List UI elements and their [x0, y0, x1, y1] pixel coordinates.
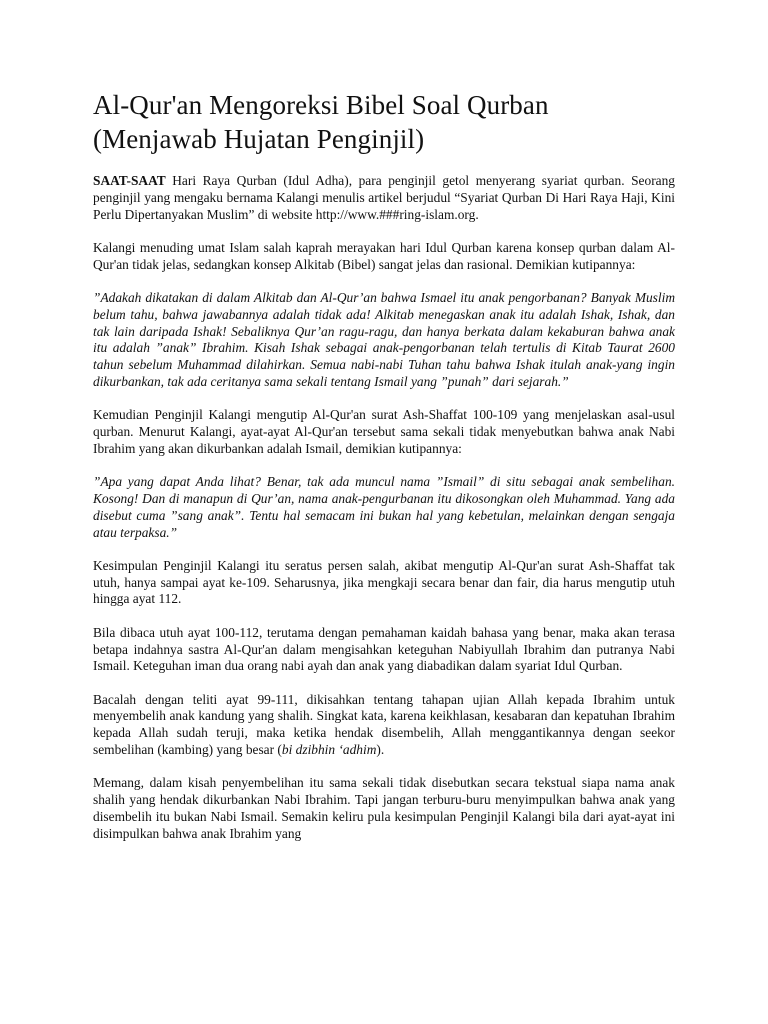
paragraph-lead: SAAT-SAAT [93, 173, 166, 188]
paragraph-5: Bila dibaca utuh ayat 100-112, terutama dengan pemahaman kaidah bahasa yang benar, maka akan terasa betapa indahnya sastra Al-Qur'an dalam mengisahkan keteguhan Nabiyullah Ibrahim dan putranya Nabi Ismail. Keteguhan iman dua orang nabi ayah dan anak yang diabadikan dalam syariat Idul Qurban. [93, 624, 675, 674]
quote-2: ”Apa yang dapat Anda lihat? Benar, tak ada muncul nama ”Ismail” di situ sebagai anak sembelihan. Kosong! Dan di manapun di Qur’an, nama anak-pengurbanan itu dikosongkan oleh Muhammad. Yang ada disebut cuma ”sang anak”. Tentu hal semacam ini bukan hal yang kebetulan, melainkan dengan sengaja atau terpaksa.” [93, 474, 675, 540]
paragraph-1-text: Hari Raya Qurban (Idul Adha), para penginjil getol menyerang syariat qurban. Seorang penginjil yang mengaku bernama Kalangi menulis artikel berjudul “Syariat Qurban Di Hari Raya Haji, Kini Perlu Dipertanyakan Muslim” di website http://www.###ring-islam.org. [93, 173, 675, 222]
document-page [93, 88, 675, 859]
title-line-1: Al-Qur'an Mengoreksi Bibel Soal Qurban [93, 90, 549, 120]
paragraph-3: Kemudian Penginjil Kalangi mengutip Al-Qur'an surat Ash-Shaffat 100-109 yang menjelaskan asal-usul qurban. Menurut Kalangi, ayat-ayat Al-Qur'an tersebut sama sekali tidak menyebutkan bahwa anak Nabi Ibrahim yang akan dikurbankan adalah Ismail, demikian kutipannya: [93, 407, 675, 456]
paragraph-2: Kalangi menuding umat Islam salah kaprah merayakan hari Idul Qurban karena konsep qurban dalam Al-Qur'an tidak jelas, sedangkan konsep Alkitab (Bibel) sangat jelas dan rasional. Demikian kutipannya: [93, 239, 675, 272]
paragraph-1 [93, 173, 675, 223]
article-title [93, 88, 675, 156]
quote-1: ”Adakah dikatakan di dalam Alkitab dan Al-Qur’an bahwa Ismael itu anak pengorbanan? Banyak Muslim belum tahu, bahwa jawabannya adalah tidak ada! Alkitab menegaskan anak itu adalah Ishak, Ishak, dan tak lain daripada Ishak! Sebaliknya Qur’an ragu-ragu, dan hanya berkata dalam kekaburan bahwa anak itu adalah ”anak” Ibrahim. Kisah Ishak sebagai anak-pengorbanan telah tertulis di Kitab Taurat 2600 tahun sebelum Muhammad dilahirkan. Semua nabi-nabi Tuhan tahu bahwa Ishak itulah anak-yang ingin dikurbankan, tak ada ceritanya sama sekali tentang Ismail yang ”punah” dari sejarah.” [93, 289, 675, 389]
title-line-2: (Menjawab Hujatan Penginjil) [93, 124, 425, 154]
paragraph-6-text: Bacalah dengan teliti ayat 99-111, dikisahkan tentang tahapan ujian Allah kepada Ibrahim untuk menyembelih anak kandung yang shalih. Singkat kata, karena keikhlasan, kesabaran dan kepatuhan Ibrahim kepada Allah sudah teruji, maka ketika hendak disembelih, Allah menggantikannya dengan seekor sembelihan (kambing) yang besar ( [93, 691, 675, 758]
paragraph-7: Memang, dalam kisah penyembelihan itu sama sekali tidak disebutkan secara tekstual siapa nama anak shalih yang hendak dikurbankan Nabi Ibrahim. Tapi jangan terburu-buru menyimpulkan bahwa anak yang disembelih itu bukan Nabi Ismail. Semakin keliru pula kesimpulan Penginjil Kalangi bila dari ayat-ayat ini disimpulkan bahwa anak Ibrahim yang [93, 775, 675, 841]
arabic-term: bi dzibhin ‘adhim [281, 742, 377, 758]
paragraph-6-end: ). [376, 742, 385, 758]
paragraph-4: Kesimpulan Penginjil Kalangi itu seratus persen salah, akibat mengutip Al-Qur'an surat Ash-Shaffat tak utuh, hanya sampai ayat ke-109. Seharusnya, jika mengkaji secara benar dan fair, dia harus mengutip utuh hingga ayat 112. [93, 557, 675, 607]
paragraph-6 [93, 692, 675, 759]
